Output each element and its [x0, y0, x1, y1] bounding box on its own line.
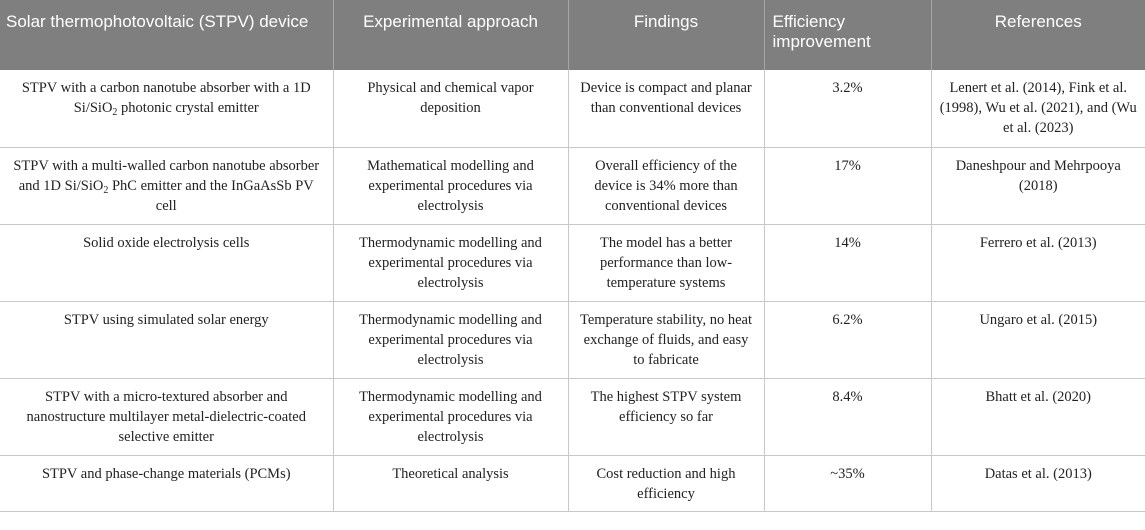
device-subscript: 2	[112, 107, 118, 118]
cell-references: Lenert et al. (2014), Fink et al. (1998), Wu et al. (2021), and (Wu et al. (2023)	[931, 70, 1145, 147]
table-row	[0, 455, 1145, 511]
cell-device	[0, 70, 333, 147]
cell-efficiency: 3.2%	[764, 70, 931, 147]
header-efficiency: Efficiency improvement	[764, 0, 931, 70]
cell-device: Solid oxide electrolysis cells	[0, 224, 333, 301]
cell-efficiency: 8.4%	[764, 378, 931, 455]
cell-approach: Thermodynamic modelling and experimental procedures via electrolysis	[333, 378, 568, 455]
cell-references: Ungaro et al. (2015)	[931, 301, 1145, 378]
cell-efficiency: 14%	[764, 224, 931, 301]
cell-findings: Cost reduction and high efficiency	[568, 455, 764, 511]
header-findings: Findings	[568, 0, 764, 70]
cell-approach: Theoretical analysis	[333, 455, 568, 511]
cell-findings: Overall efficiency of the device is 34% more than conventional devices	[568, 147, 764, 224]
header-device: Solar thermophotovoltaic (STPV) device	[0, 0, 333, 70]
cell-approach: Thermodynamic modelling and experimental procedures via electrolysis	[333, 301, 568, 378]
cell-findings: Device is compact and planar than conventional devices	[568, 70, 764, 147]
cell-efficiency: ~35%	[764, 455, 931, 511]
table-row	[0, 70, 1145, 147]
header-approach: Experimental approach	[333, 0, 568, 70]
device-text: STPV with a carbon nanotube absorber with a 1D Si/SiO	[21, 80, 311, 116]
cell-findings: Temperature stability, no heat exchange of fluids, and easy to fabricate	[568, 301, 764, 378]
table-row	[0, 224, 1145, 301]
header-row	[0, 0, 1145, 70]
table-row	[0, 378, 1145, 455]
cell-device: STPV with a micro-textured absorber and nanostructure multilayer metal-dielectric-coated selective emitter	[0, 378, 333, 455]
cell-references: Ferrero et al. (2013)	[931, 224, 1145, 301]
device-text-end: photonic crystal emitter	[117, 100, 259, 116]
device-text: STPV with a multi-walled carbon nanotube absorber and 1D Si/SiO	[13, 157, 320, 194]
cell-approach: Physical and chemical vapor deposition	[333, 70, 568, 147]
table-header	[0, 0, 1145, 70]
cell-findings: The model has a better performance than low-temperature systems	[568, 224, 764, 301]
cell-references: Daneshpour and Mehrpooya (2018)	[931, 147, 1145, 224]
cell-references: Datas et al. (2013)	[931, 455, 1145, 511]
table-row	[0, 301, 1145, 378]
cell-device: STPV using simulated solar energy	[0, 301, 333, 378]
table-body	[0, 70, 1145, 511]
header-references: References	[931, 0, 1145, 70]
cell-efficiency: 6.2%	[764, 301, 931, 378]
table-row	[0, 147, 1145, 224]
device-text-end: PhC emitter and the InGaAsSb PV cell	[108, 177, 314, 214]
cell-approach: Thermodynamic modelling and experimental procedures via electrolysis	[333, 224, 568, 301]
cell-device: STPV and phase-change materials (PCMs)	[0, 455, 333, 511]
cell-device	[0, 147, 333, 224]
cell-efficiency: 17%	[764, 147, 931, 224]
cell-references: Bhatt et al. (2020)	[931, 378, 1145, 455]
device-subscript: 2	[103, 184, 109, 196]
cell-approach: Mathematical modelling and experimental procedures via electrolysis	[333, 147, 568, 224]
cell-findings: The highest STPV system efficiency so far	[568, 378, 764, 455]
